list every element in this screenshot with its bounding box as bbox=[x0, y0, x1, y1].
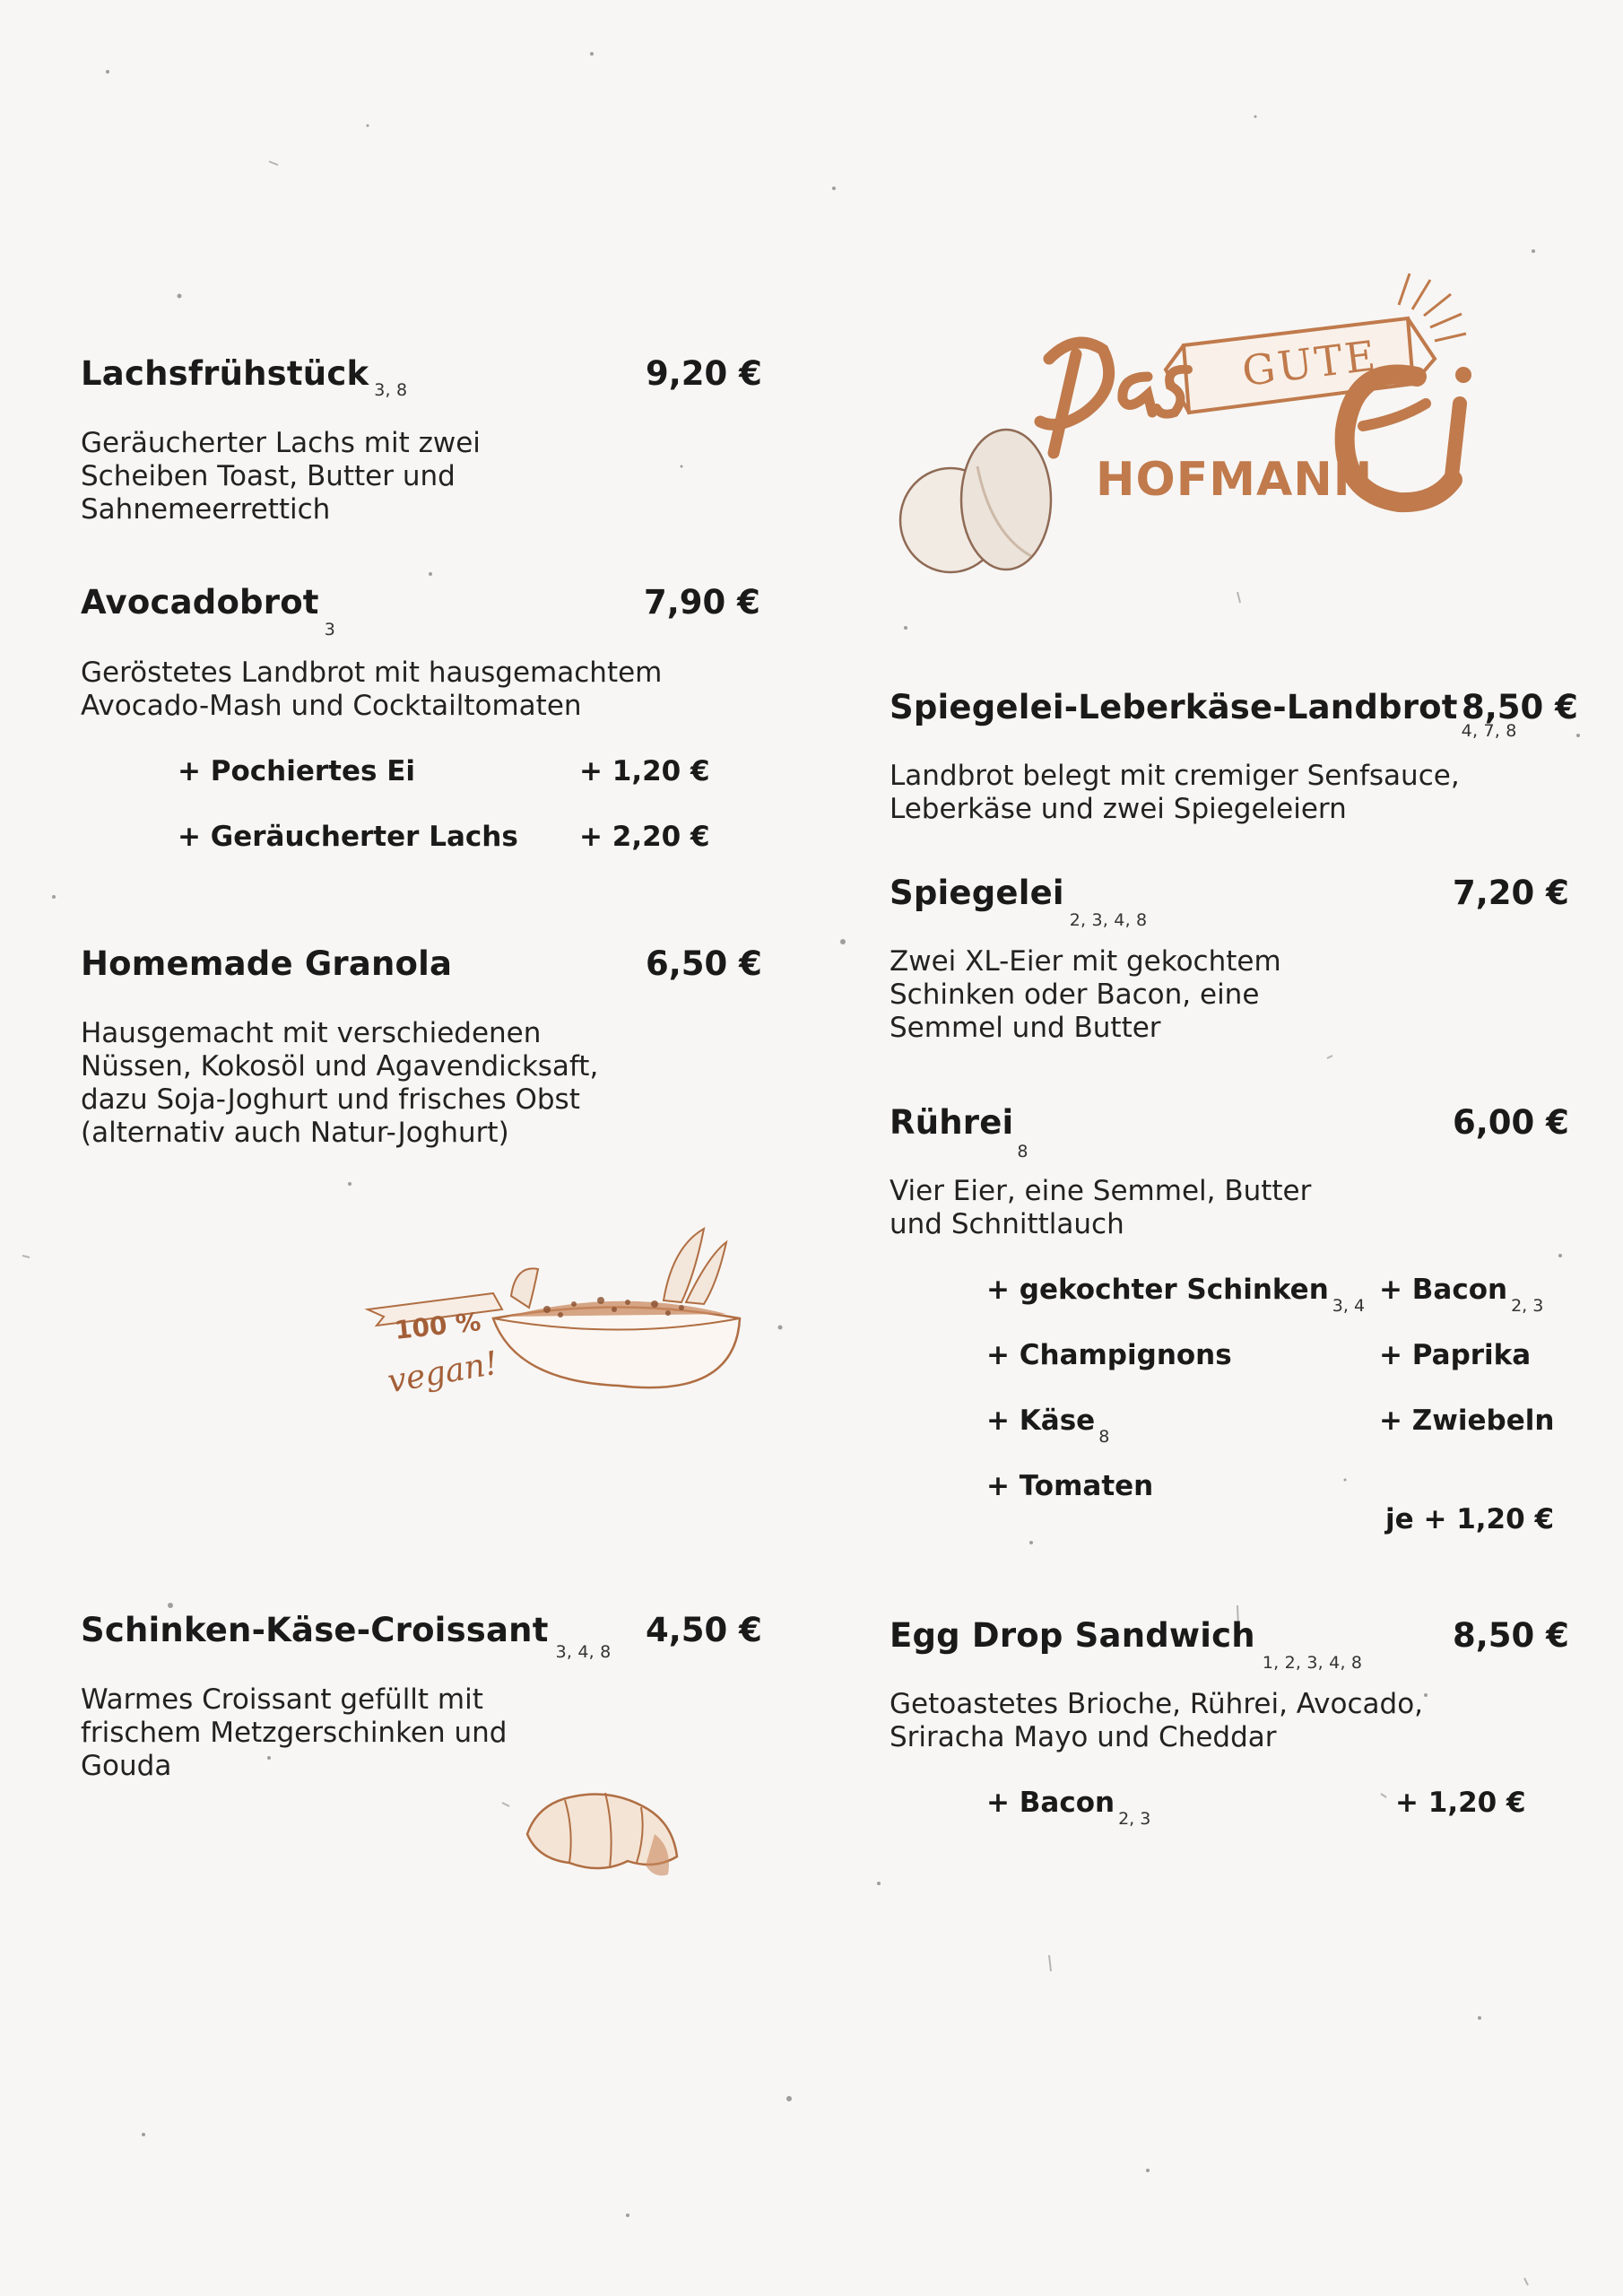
item-description: Warmes Croissant gefüllt mit frischem Metzgerschinken und Gouda bbox=[81, 1683, 508, 1782]
vegan-badge-script: vegan! bbox=[385, 1344, 501, 1401]
extra-price: + 1,20 € bbox=[1395, 1787, 1526, 1819]
item-title-lachsfruehstueck: Lachsfrühstück $_{3, 8}$ bbox=[81, 354, 408, 400]
vegan-badge-text: 100 % bbox=[393, 1307, 482, 1345]
allergen-codes: 3, 4 bbox=[1332, 1296, 1366, 1316]
extra-label: + gekochter Schinken $_{3, 4}$ bbox=[986, 1274, 1366, 1316]
extra-label: + Zwiebeln bbox=[1379, 1405, 1555, 1437]
extra-label: + Tomaten bbox=[986, 1470, 1154, 1502]
item-title-ruehrei: Rührei$_8$ bbox=[890, 1103, 1028, 1161]
allergen-codes: 8 bbox=[1017, 1142, 1028, 1161]
item-description: Landbrot belegt mit cremiger Senfsauce, Leberkäse und zwei Spiegeleiern bbox=[890, 760, 1460, 825]
extra-price: je + 1,20 € bbox=[1385, 1503, 1555, 1535]
item-price: 8,50 € bbox=[1462, 688, 1578, 726]
allergen-codes: 3 bbox=[324, 620, 335, 639]
logo-brand-hofmann: HOFMANN bbox=[1096, 453, 1374, 507]
allergen-codes: 2, 3 bbox=[1118, 1809, 1151, 1829]
extra-label: + Paprika bbox=[1379, 1339, 1532, 1371]
allergen-codes: 8 bbox=[1098, 1427, 1110, 1447]
item-price: 4,50 € bbox=[646, 1611, 762, 1649]
item-price: 8,50 € bbox=[1453, 1616, 1569, 1655]
item-title-leberkaese-landbrot: Spiegelei-Leberkäse-Landbrot$_{4, 7, 8}$ bbox=[890, 688, 1517, 741]
item-title-egg-drop-sandwich: Egg Drop Sandwich$_{1, 2, 3, 4, 8}$ bbox=[890, 1616, 1363, 1673]
item-title-croissant: Schinken-Käse-Croissant$_{3, 4, 8}$ bbox=[81, 1611, 612, 1662]
item-description: Geräucherter Lachs mit zwei Scheiben Toast, Butter und Sahnemeerrettich bbox=[81, 427, 481, 526]
hofmann-logo bbox=[1022, 269, 1497, 552]
allergen-codes: 3, 8 bbox=[374, 380, 408, 400]
item-description: Hausgemacht mit verschiedenen Nüssen, Kokosöl und Agavendicksaft, dazu Soja-Joghurt und frisches Obst (alternativ auch Natur-Joghurt) bbox=[81, 1017, 599, 1149]
extra-price: + 2,20 € bbox=[579, 821, 710, 853]
extra-label: + Pochiertes Ei bbox=[178, 755, 416, 787]
item-description: Vier Eier, eine Semmel, Butter und Schnittlauch bbox=[890, 1175, 1312, 1240]
item-title-granola: Homemade Granola bbox=[81, 944, 453, 983]
extra-label: + Bacon $_{2, 3}$ bbox=[986, 1787, 1151, 1829]
logo-word-gute: GUTE bbox=[1239, 330, 1381, 396]
allergen-codes: 1, 2, 3, 4, 8 bbox=[1262, 1653, 1363, 1673]
allergen-codes: 2, 3 bbox=[1511, 1296, 1544, 1316]
extra-price: + 1,20 € bbox=[579, 755, 710, 787]
extra-label: + Champignons bbox=[986, 1339, 1232, 1371]
extra-label: + Geräucherter Lachs bbox=[178, 821, 518, 853]
item-title-avocadobrot: Avocadobrot$_3$ bbox=[81, 583, 335, 639]
item-price: 7,20 € bbox=[1453, 874, 1569, 912]
extra-label: + Käse $_8$ bbox=[986, 1405, 1110, 1447]
item-description: Zwei XL-Eier mit gekochtem Schinken oder Bacon, eine Semmel und Butter bbox=[890, 945, 1281, 1044]
item-price: 9,20 € bbox=[646, 354, 762, 393]
allergen-codes: 2, 3, 4, 8 bbox=[1069, 910, 1148, 930]
allergen-codes: 4, 7, 8 bbox=[1461, 721, 1517, 741]
item-price: 7,90 € bbox=[644, 583, 760, 622]
croissant-illustration bbox=[520, 1780, 681, 1888]
extra-label: + Bacon $_{2, 3}$ bbox=[1379, 1274, 1544, 1316]
item-price: 6,00 € bbox=[1453, 1103, 1569, 1142]
item-description: Getoastetes Brioche, Rührei, Avocado, Sriracha Mayo und Cheddar bbox=[890, 1688, 1424, 1753]
item-price: 6,50 € bbox=[646, 944, 762, 983]
allergen-codes: 3, 4, 8 bbox=[555, 1642, 612, 1662]
item-description: Geröstetes Landbrot mit hausgemachtem Avocado-Mash und Cocktailtomaten bbox=[81, 657, 663, 722]
item-title-spiegelei: Spiegelei$_{2, 3, 4, 8}$ bbox=[890, 874, 1148, 930]
